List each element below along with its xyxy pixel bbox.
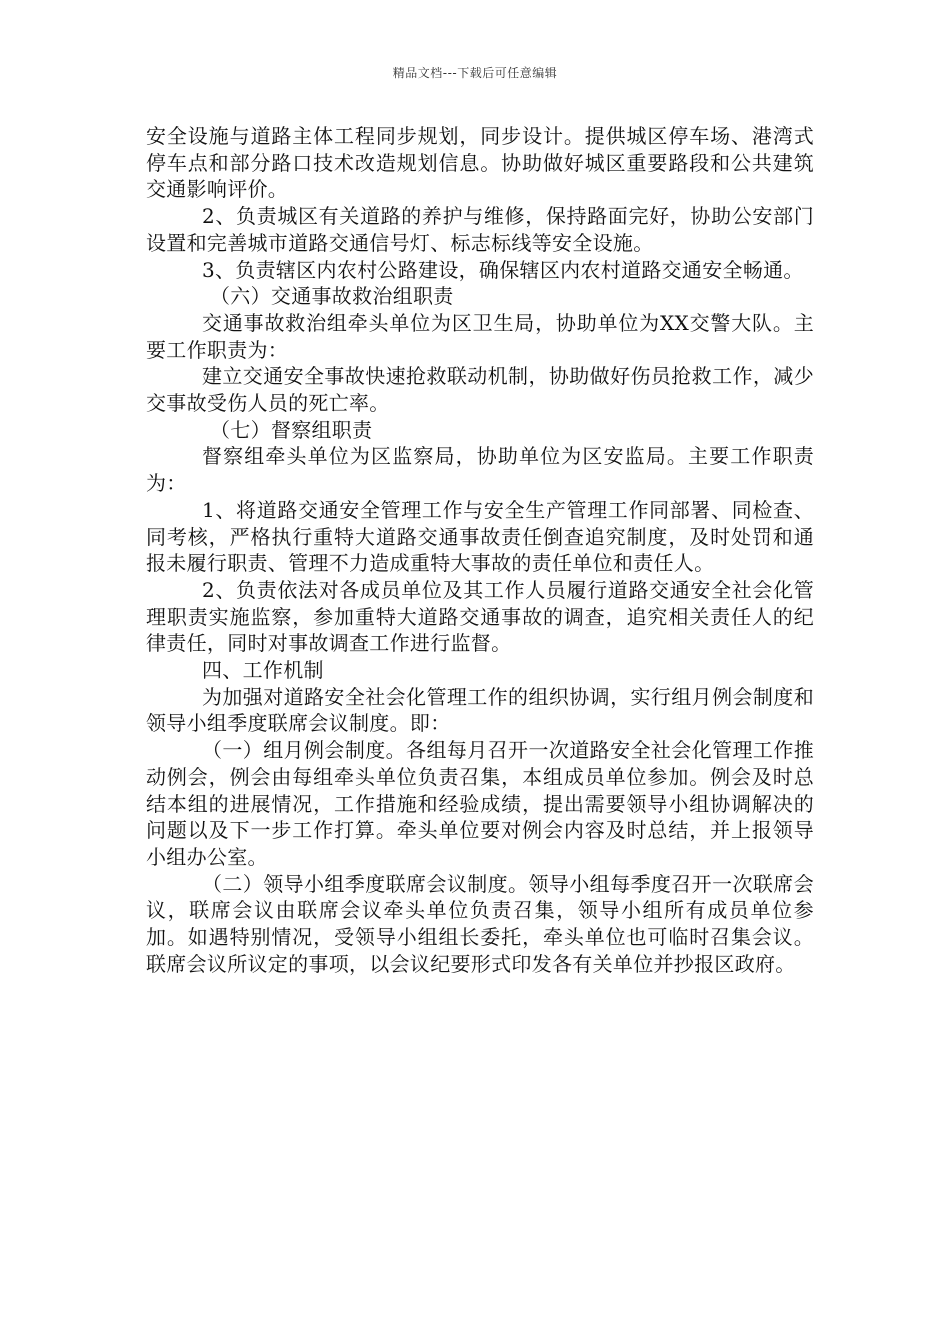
paragraph-mechanism-intro: 为加强对道路安全社会化管理工作的组织协调，实行组月例会制度和领导小组季度联席会议制度。即： [146,684,814,736]
paragraph-supervision-group: 督察组牵头单位为区监察局，协助单位为区安监局。主要工作职责为： [146,444,814,496]
section-heading-4: 四、工作机制 [202,658,324,683]
paragraph-rescue-duty: 建立交通安全事故快速抢救联动机制，协助做好伤员抢救工作，减少交事故受伤人员的死亡率。 [146,364,814,416]
section-heading-6: （六）交通事故救治组职责 [210,284,454,309]
paragraph-quarterly-meeting: （二）领导小组季度联席会议制度。领导小组每季度召开一次联席会议，联席会议由联席会议牵头单位负责召集，领导小组所有成员单位参加。如遇特别情况，受领导小组组长委托，牵头单位也可临时召集会议。联席会议所议定的事项，以会议纪要形式印发各有关单位并抄报区政府。 [146,871,814,976]
paragraph-monthly-meeting: （一）组月例会制度。各组每月召开一次道路安全社会化管理工作推动例会，例会由每组牵头单位负责召集，本组成员单位参加。例会及时总结本组的进展情况，工作措施和经验成绩，提出需要领导小组协调解决的问题以及下一步工作打算。牵头单位要对例会内容及时总结，并上报领导小组办公室。 [146,738,814,869]
paragraph-supervision-item-1: 1、将道路交通安全管理工作与安全生产管理工作同部署、同检查、同考核，严格执行重特大道路交通事故责任倒查追究制度，及时处罚和通报未履行职责、管理不力造成重特大事故的责任单位和责任人。 [146,497,814,576]
paragraph-item-2: 2、负责城区有关道路的养护与维修，保持路面完好，协助公安部门设置和完善城市道路交通信号灯、标志标线等安全设施。 [146,204,814,255]
paragraph-item-3: 3、负责辖区内农村公路建设，确保辖区内农村道路交通安全畅通。 [202,257,804,282]
paragraph-rescue-group: 交通事故救治组牵头单位为区卫生局，协助单位为XX交警大队。主要工作职责为： [146,310,814,362]
paragraph-continuation: 安全设施与道路主体工程同步规划，同步设计。提供城区停车场、港湾式停车点和部分路口技术改造规划信息。协助做好城区重要路段和公共建筑交通影响评价。 [146,124,814,202]
section-heading-7: （七）督察组职责 [210,417,373,442]
document-body [146,123,814,978]
paragraph-supervision-item-2: 2、负责依法对各成员单位及其工作人员履行道路交通安全社会化管理职责实施监察，参加重特大道路交通事故的调查，追究相关责任人的纪律责任，同时对事故调查工作进行监督。 [146,577,814,656]
page-header: 精品文档---下载后可任意编辑 [392,66,558,80]
